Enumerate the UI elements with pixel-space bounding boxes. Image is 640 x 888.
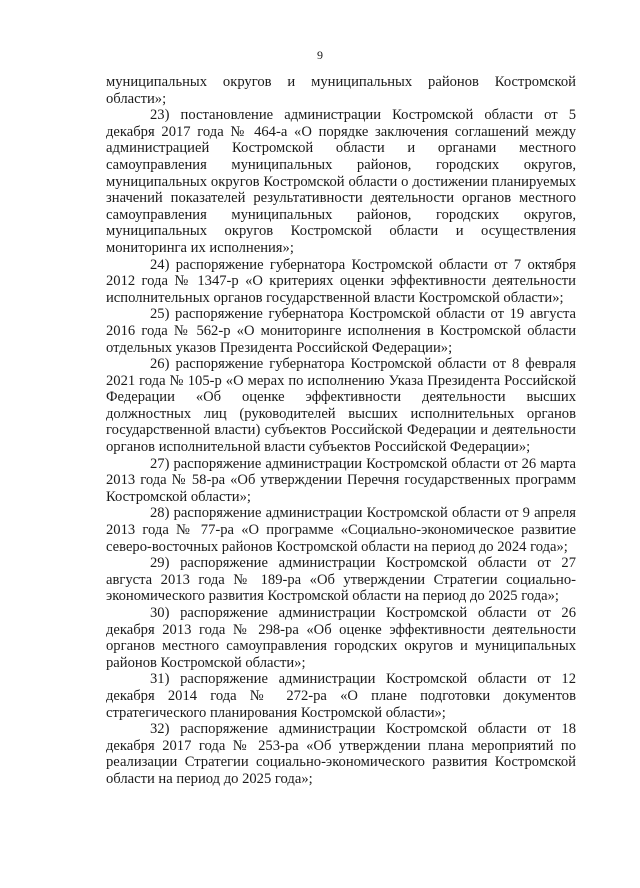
paragraph-item-31: 31) распоряжение администрации Костромской области от 12 декабря 2014 года № 272-ра «О плане подготовки документов стратегического планирования Костромской области»;: [106, 671, 576, 721]
paragraph-item-23: 23) постановление администрации Костромской области от 5 декабря 2017 года № 464-а «О порядке заключения соглашений между администрацией Костромской области и органами местного самоуправления муниципальных районов, городских округов, муниципальных округов Костромской области о достижении планируемых значений показателей результативности деятельности органов местного самоуправления муниципальных районов, городских округов, муниципальных округов Костромской области и осуществления мониторинга их исполнения»;: [106, 107, 576, 256]
paragraph-continuation: муниципальных округов и муниципальных районов Костромской области»;: [106, 74, 576, 107]
paragraph-item-24: 24) распоряжение губернатора Костромской области от 7 октября 2012 года № 1347-р «О критериях оценки эффективности деятельности исполнительных органов государственной власти Костромской области»;: [106, 256, 576, 306]
paragraph-item-30: 30) распоряжение администрации Костромской области от 26 декабря 2013 года № 298-ра «Об оценке эффективности деятельности органов местного самоуправления городских округов и муниципальных районов Костромской области»;: [106, 605, 576, 671]
document-body: [106, 74, 576, 788]
paragraph-item-27: 27) распоряжение администрации Костромской области от 26 марта 2013 года № 58-ра «Об утверждении Перечня государственных программ Костромской области»;: [106, 455, 576, 505]
paragraph-item-29: 29) распоряжение администрации Костромской области от 27 августа 2013 года № 189-ра «Об утверждении Стратегии социально-экономического развития Костромской области на период до 2025 года»;: [106, 555, 576, 605]
page-number: 9: [317, 48, 323, 62]
paragraph-item-32: 32) распоряжение администрации Костромской области от 18 декабря 2017 года № 253-ра «Об утверждении плана мероприятий по реализации Стратегии социально-экономического развития Костромской области на период до 2025 года»;: [106, 721, 576, 787]
paragraph-item-26: 26) распоряжение губернатора Костромской области от 8 февраля 2021 года № 105-р «О мерах по исполнению Указа Президента Российской Федерации «Об оценке эффективности деятельности высших должностных лиц (руководителей высших исполнительных органов государственной власти) субъектов Российской Федерации и деятельности органов исполнительной власти субъектов Российской Федерации»;: [106, 356, 576, 456]
paragraph-item-28: 28) распоряжение администрации Костромской области от 9 апреля 2013 года № 77-ра «О программе «Социально-экономическое развитие северо-восточных районов Костромской области на период до 2024 года»;: [106, 505, 576, 555]
paragraph-item-25: 25) распоряжение губернатора Костромской области от 19 августа 2016 года № 562-р «О мониторинге исполнения в Костромской области отдельных указов Президента Российской Федерации»;: [106, 306, 576, 356]
